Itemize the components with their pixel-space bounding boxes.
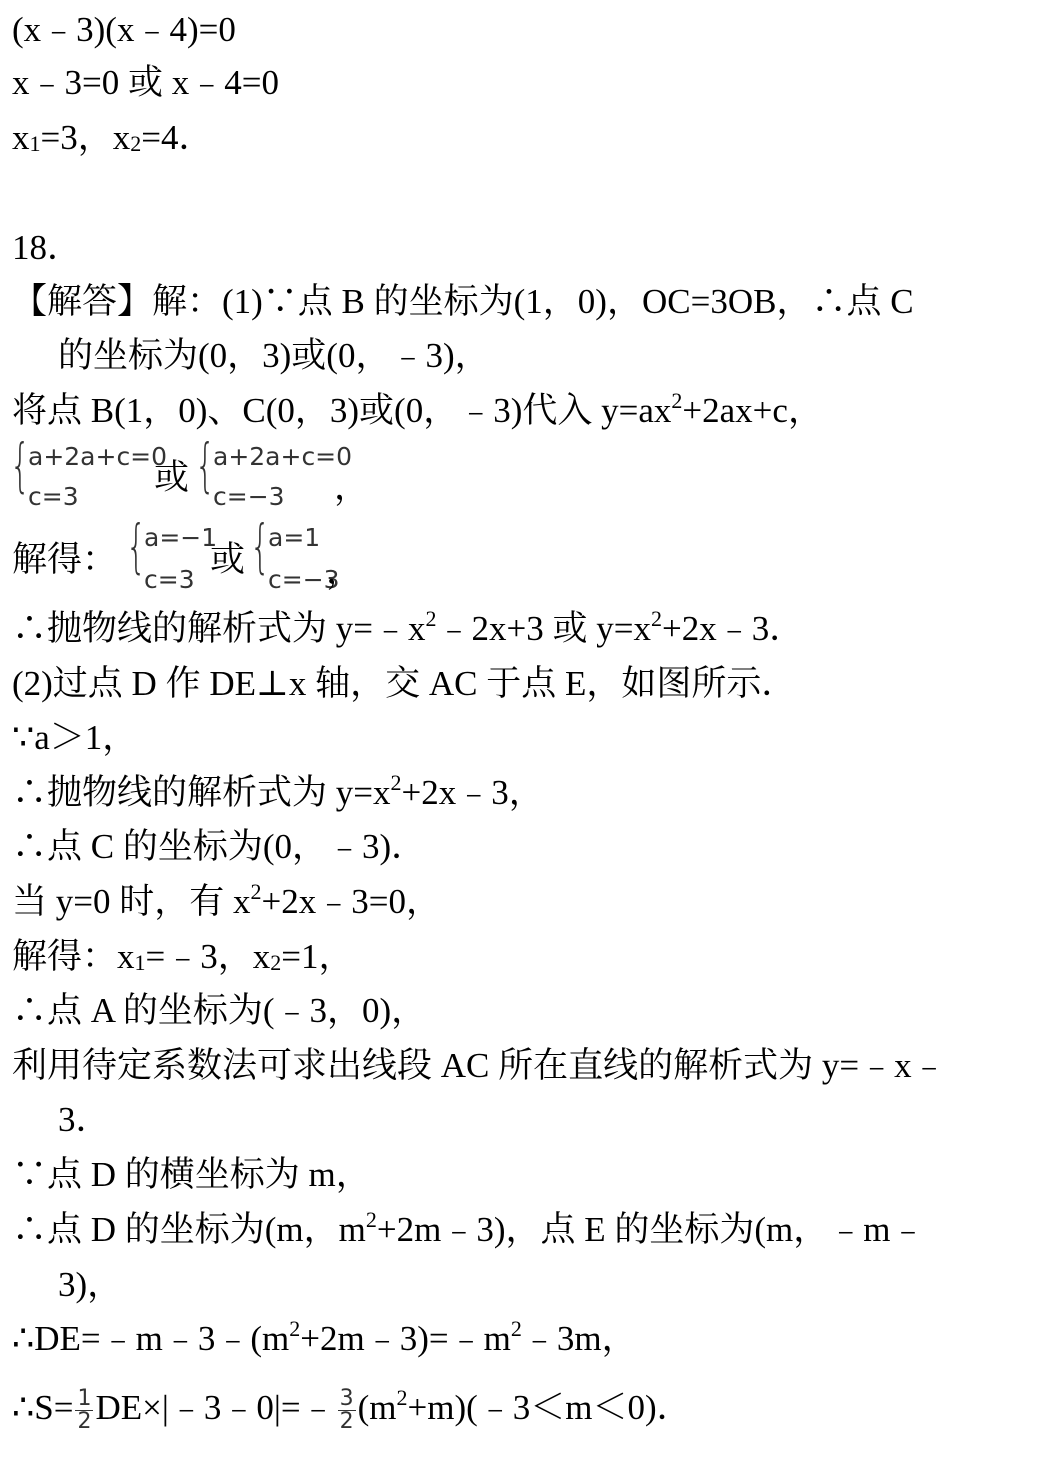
answer-line-1: 【解答】解：(1)∵点 B 的坐标为(1，0)，OC=3OB，∴点 C <box>12 282 914 321</box>
solve-label: 解得： <box>12 540 118 579</box>
answer-line-6: ∴抛物线的解析式为 $y=﹣x^2﹣2x+3$ 或 $y=x^2+2x﹣3$． <box>12 606 805 648</box>
answer-line-16: ∵点 D 的横坐标为 m， <box>12 1155 371 1194</box>
equation-cases: x﹣3=0 或 x﹣4=0 <box>12 63 279 102</box>
comma-2: ， <box>326 552 362 591</box>
answer-line-15: 3． <box>58 1100 111 1139</box>
answer-line-12: 解得：$x_1=﹣3$，$x_2=1$， <box>12 937 354 976</box>
answer-line-2: 的坐标为(0，3)或(0，﹣3)， <box>58 336 490 375</box>
answer-line-9: ∴抛物线的解析式为 $y=x^2+2x﹣3$， <box>12 770 544 812</box>
answer-line-8: ∵a＞1， <box>12 718 138 757</box>
comma-1: ， <box>334 468 370 507</box>
answer-line-14: 利用待定系数法可求出线段 AC 所在直线的解析式为 y=﹣x﹣ <box>12 1046 947 1085</box>
answer-line-19: $\therefore DE=﹣m﹣3﹣(m^2+2m﹣3)=﹣m^2﹣3m$， <box>12 1316 637 1358</box>
answer-line-13: ∴点 A 的坐标为(﹣3，0)， <box>12 991 427 1030</box>
answer-line-20: ∴S= $\frac{1}{2}$ DE×|﹣3﹣0|=﹣ $\frac{3}{2}$ $(m^2+m)(﹣3<m<0)$． <box>12 1385 692 1435</box>
question-number: 18． <box>12 228 83 267</box>
answer-line-17: ∴点 D 的坐标为(m，$m^2+2m﹣3$)，点 E 的坐标为(m，﹣m﹣ <box>12 1207 926 1249</box>
fraction-three-halves: $\frac{3}{2}$ <box>339 1386 354 1435</box>
equation-factored: (x﹣3)(x﹣4)=0 <box>12 10 236 49</box>
answer-line-7: (2)过点 D 作 DE⊥x 轴，交 AC 于点 E，如图所示． <box>12 664 797 703</box>
or-text-1: 或 <box>154 458 190 497</box>
answer-line-11: 当 y=0 时，有 $x^2+2x﹣3=0$， <box>12 879 441 921</box>
equation-system-2: { a+2a+c=0 c=−3 <box>195 431 353 511</box>
solution-system-2: { a=1 c=−3 <box>250 512 340 594</box>
answer-line-10: ∴点 C 的坐标为(0，﹣3)． <box>12 827 427 866</box>
fraction-one-half: $\frac{1}{2}$ <box>77 1386 92 1435</box>
or-text-2: 或 <box>210 540 246 579</box>
equation-roots: $x_1=3$，$x_2=4$． <box>12 118 214 157</box>
solution-system-1: { a=−1 c=3 <box>126 512 218 594</box>
equation-system-1: { a+2a+c=0 c=3 <box>10 431 168 511</box>
answer-line-3: 将点 B(1，0)、C(0，3)或(0，﹣3)代入 $y=ax^2+2ax+c$， <box>12 388 823 430</box>
answer-line-18: 3)， <box>58 1265 123 1304</box>
